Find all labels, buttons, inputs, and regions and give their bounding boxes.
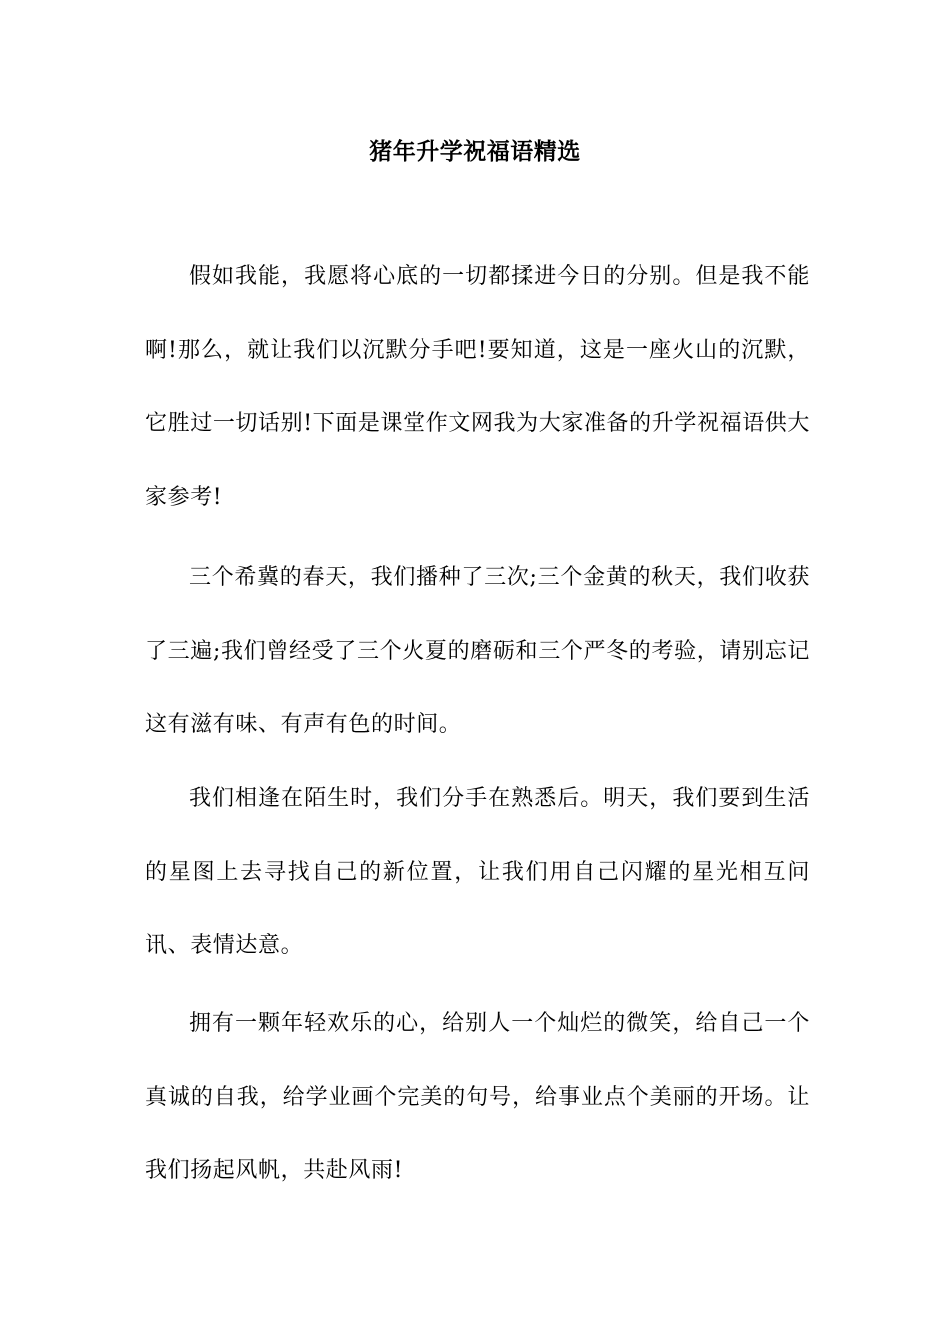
- document-title: 猪年升学祝福语精选: [369, 138, 581, 165]
- paragraph-2: 三个希冀的春天，我们播种了三次;三个金黄的秋天，我们收获了三遍;我们曾经受了三个火夏的磨砺和三个严冬的考验，请别忘记这有滋有味、有声有色的时间。: [145, 565, 810, 737]
- paragraph-1: 假如我能，我愿将心底的一切都揉进今日的分别。但是我不能啊!那么，就让我们以沉默分手吧!要知道，这是一座火山的沉默，它胜过一切话别!下面是课堂作文网我为大家准备的升学祝福语供大家参考!: [145, 264, 810, 510]
- paragraph-4: 拥有一颗年轻欢乐的心，给别人一个灿烂的微笑，给自己一个真诚的自我，给学业画个完美的句号，给事业点个美丽的开场。让我们扬起风帆，共赴风雨!: [145, 1011, 810, 1183]
- paragraph-3: 我们相逢在陌生时，我们分手在熟悉后。明天，我们要到生活的星图上去寻找自己的新位置，让我们用自己闪耀的星光相互问讯、表情达意。: [145, 786, 810, 958]
